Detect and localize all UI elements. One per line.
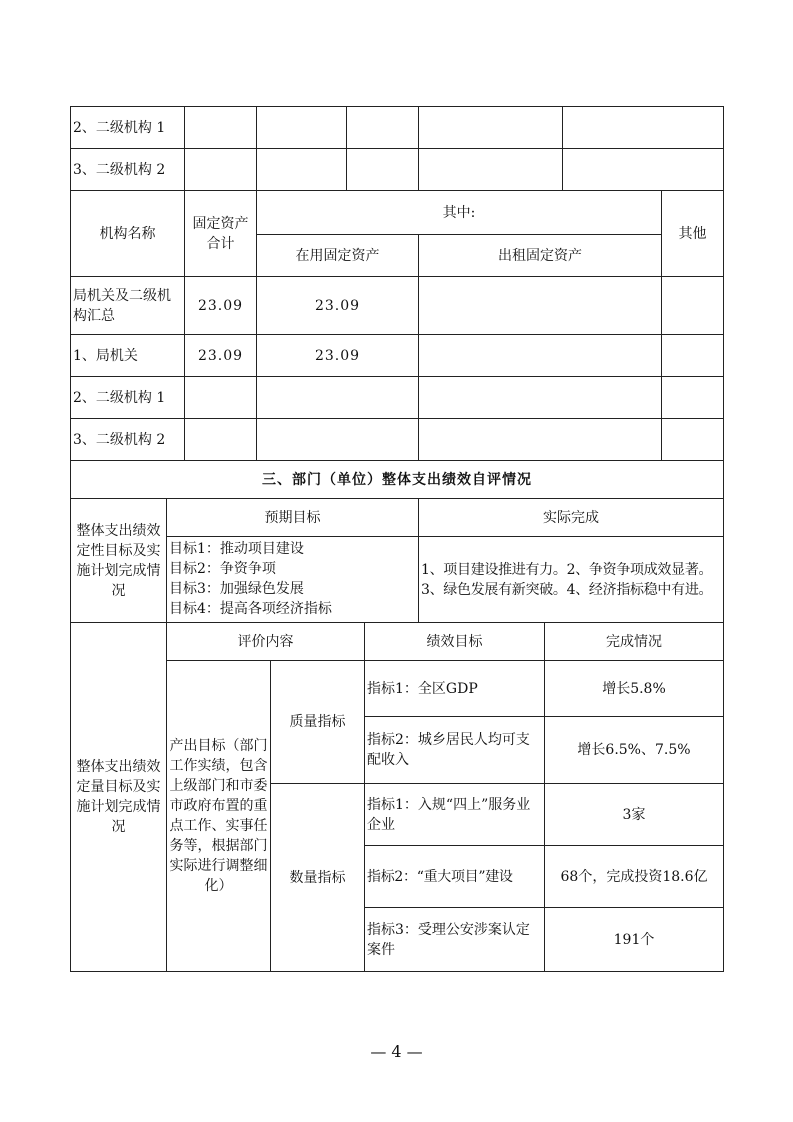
quantity-indicator-label: 数量指标 (271, 784, 365, 972)
table-row (71, 107, 724, 149)
indicator-result: 增长6.5%、7.5% (545, 717, 724, 784)
header-perf-target: 绩效目标 (365, 623, 545, 661)
in-use-value: 23.09 (257, 335, 419, 377)
quantitative-table (70, 622, 724, 972)
indicator-result: 增长5.8% (545, 661, 724, 717)
output-target-label: 产出目标（部门工作实绩，包含上级部门和市委市政府布置的重点工作、实事任务等，根据部门实际进行调整细化） (167, 661, 271, 972)
header-org-name: 机构名称 (71, 191, 185, 277)
header-in-use: 在用固定资产 (257, 235, 419, 277)
header-actual: 实际完成 (419, 499, 724, 537)
fixed-assets-table (70, 190, 724, 461)
goal-item: 目标2：争资争项 (169, 561, 276, 577)
indicator-target: 指标2：城乡居民人均可支配收入 (365, 717, 545, 784)
actual-completion: 1、项目建设推进有力。2、争资争项成效显著。 3、绿色发展有新突破。4、经济指标稳中有进。 (419, 537, 724, 623)
indicator-result: 3家 (545, 784, 724, 846)
qualitative-table (70, 460, 724, 623)
goal-item: 目标3：加强绿色发展 (169, 581, 304, 597)
expected-goals (167, 537, 419, 623)
indicator-target: 指标1：入规“四上”服务业企业 (365, 784, 545, 846)
indicator-target: 指标2：“重大项目”建设 (365, 846, 545, 908)
header-rented: 出租固定资产 (419, 235, 662, 277)
row-label: 3、二级机构 2 (71, 419, 185, 461)
goal-item: 目标4：提高各项经济指标 (169, 601, 332, 617)
table-row (71, 661, 724, 717)
continued-table (70, 106, 724, 191)
table-row (71, 149, 724, 191)
header-expected: 预期目标 (167, 499, 419, 537)
row-label: 2、二级机构 1 (71, 107, 185, 149)
section-title: 三、部门（单位）整体支出绩效自评情况 (71, 461, 724, 499)
indicator-target: 指标1：全区GDP (365, 661, 545, 717)
row-label: 局机关及二级机构汇总 (71, 277, 185, 335)
indicator-result: 68个，完成投资18.6亿 (545, 846, 724, 908)
header-among: 其中: (257, 191, 662, 235)
indicator-target: 指标3：受理公安涉案认定案件 (365, 908, 545, 972)
indicator-result: 191个 (545, 908, 724, 972)
row-label: 1、局机关 (71, 335, 185, 377)
quality-indicator-label: 质量指标 (271, 661, 365, 784)
row-label: 2、二级机构 1 (71, 377, 185, 419)
table-row (71, 335, 724, 377)
total-value: 23.09 (185, 335, 257, 377)
in-use-value: 23.09 (257, 277, 419, 335)
header-other: 其他 (662, 191, 724, 277)
table-row (71, 377, 724, 419)
row-label: 3、二级机构 2 (71, 149, 185, 191)
qualitative-label: 整体支出绩效定性目标及实施计划完成情况 (71, 499, 167, 623)
header-eval-content: 评价内容 (167, 623, 365, 661)
table-row (71, 419, 724, 461)
total-value: 23.09 (185, 277, 257, 335)
quantitative-label: 整体支出绩效定量目标及实施计划完成情况 (71, 623, 167, 972)
goal-item: 目标1：推动项目建设 (169, 541, 304, 557)
table-row (71, 277, 724, 335)
header-completion: 完成情况 (545, 623, 724, 661)
page-number: — 4 — (370, 1042, 423, 1061)
header-fixed-total: 固定资产合计 (185, 191, 257, 277)
